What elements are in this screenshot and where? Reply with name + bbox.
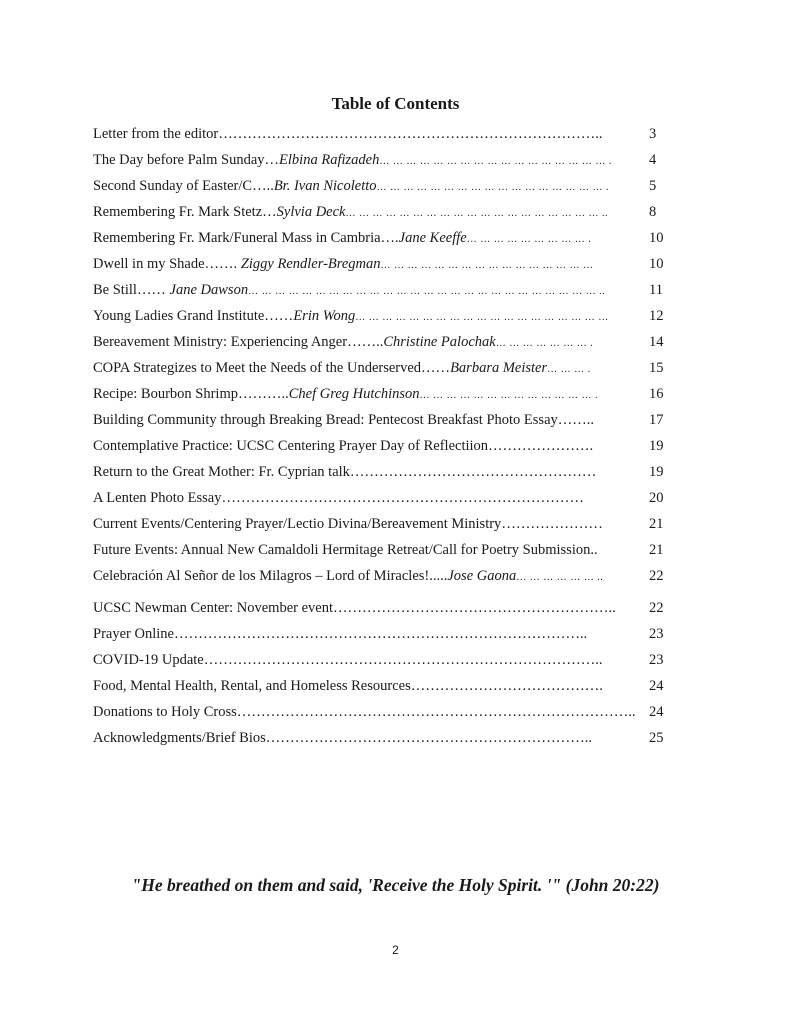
toc-entry-title: Second Sunday of Easter/C….. [93,178,274,194]
toc-entry-page: 8 [649,204,657,220]
toc-entry-page: 10 [649,230,664,246]
toc-entry-page: 22 [649,600,664,616]
toc-entry-title: Dwell in my Shade……. [93,256,241,272]
toc-entry [93,228,641,250]
toc-entry [93,150,641,172]
toc-row [93,202,683,228]
toc-entry-leader-dots: … … … … … … … … … … … … … … … … … . [379,156,612,167]
toc-row [93,566,683,598]
toc-entry-author: Barbara Meister [450,360,548,376]
toc-entry-author: Chef Greg Hutchinson [288,386,420,402]
toc-entry-page: 23 [649,652,664,668]
toc-entry-title: COVID-19 Update [93,652,204,668]
toc-entry-page: 20 [649,490,664,506]
toc-entry [93,676,641,696]
toc-entry-page: 21 [649,542,664,558]
toc-entry-leader-dots: … … … … … … … … … . [466,234,592,245]
toc-entry-title: Contemplative Practice: UCSC Centering Prayer Day of Reflectiion [93,438,489,454]
toc-entry-title: Remembering Fr. Mark/Funeral Mass in Cambria…. [93,230,399,246]
toc-entry [93,332,641,354]
toc-entry-page: 11 [649,282,663,298]
page-title: Table of Contents [331,94,460,113]
toc-entry-leader-dots: ………………………………………………………………… [221,490,584,506]
toc-row [93,176,683,202]
toc-entry-page: 17 [649,412,664,428]
toc-entry [93,124,641,144]
toc-entry [93,488,641,508]
toc-entry-title: Remembering Fr. Mark Stetz… [93,204,277,220]
toc-entry-author: Jose Gaona [447,568,517,584]
toc-entry-author: Sylvia Deck [276,204,346,220]
toc-entry-author: Jane Keeffe [398,230,467,246]
toc-row [93,624,683,650]
toc-entry-title: Acknowledgments/Brief Bios [93,730,266,746]
toc-entry-author: Jane Dawson [169,282,249,298]
toc-entry-title: Prayer Online [93,626,174,642]
toc-entry [93,202,641,224]
toc-row [93,436,683,462]
toc-entry [93,410,641,430]
toc-row [93,540,683,566]
toc-entry-page: 19 [649,438,664,454]
toc-entry-leader-dots: …………………………………………………………………….. [218,126,603,142]
toc-entry-leader-dots: … … … … … … … … … … … … … … … … … … … .. [345,208,608,219]
toc-entry-author: Ziggy Rendler-Bregman [240,256,381,272]
toc-entry-author: Elbina Rafizadeh [279,152,380,168]
toc-entry-page: 5 [649,178,657,194]
toc-row [93,702,683,728]
toc-entry-leader-dots: … … … … … … … … … … … … … … … … [380,260,594,271]
toc-entry-leader-dots: … … … … … … .. [516,572,604,583]
toc-entry-page: 24 [649,704,664,720]
toc-entry [93,566,641,588]
toc-row [93,728,683,754]
toc-entry [93,358,641,380]
toc-entry-leader-dots: ………………………………………………….. [333,600,616,616]
toc-entry-page: 21 [649,516,664,532]
toc-entry-title: Bereavement Ministry: Experiencing Anger…….. [93,334,384,350]
toc-entry-page: 12 [649,308,664,324]
toc-entry-leader-dots: ……………………………………………………………………….. [236,704,636,720]
toc-entry-title: The Day before Palm Sunday… [93,152,280,168]
toc-entry [93,436,641,456]
toc-entry-leader-dots: …………………. [488,438,594,454]
toc-entry-page: 14 [649,334,664,350]
toc-entry-page: 15 [649,360,664,376]
toc-entry-page: 3 [649,126,657,142]
toc-entry [93,624,641,644]
toc-entry-title: COPA Strategizes to Meet the Needs of the Underserved…… [93,360,451,376]
toc-entry-leader-dots: … … … … … … … … … … … … … … … … … . [376,182,610,193]
toc-entry-title: Return to the Great Mother: Fr. Cyprian talk [93,464,350,480]
toc-entry-leader-dots: ………………………………………………………….. [265,730,593,746]
toc-entry-leader-dots: ………………… [501,516,603,532]
toc-entry-title: Donations to Holy Cross [93,704,237,720]
toc-entry [93,702,641,722]
toc-entry-leader-dots: …………………………………. [410,678,603,694]
toc-entry [93,598,641,618]
toc-entry-title: A Lenten Photo Essay [93,490,222,506]
toc-row [93,514,683,540]
toc-entry-leader-dots: … … … … … … … … … … … … … … … … … … … … … … … … … … .. [248,286,606,297]
toc-entry-author: Christine Palochak [383,334,496,350]
toc-entry-title: Food, Mental Health, Rental, and Homeless Resources [93,678,411,694]
toc-entry-page: 4 [649,152,657,168]
toc-row [93,384,683,410]
toc-row [93,228,683,254]
toc-entry-page: 22 [649,568,664,584]
toc-entry [93,728,641,748]
toc-entry [93,384,641,406]
toc-row [93,650,683,676]
toc-entry [93,540,641,560]
toc-entry-leader-dots: ………………………………………………………………………….. [173,626,588,642]
page-number: 2 [392,943,399,957]
toc-entry-title: Be Still…… [93,282,170,298]
toc-row [93,332,683,358]
toc-entry-title: Celebración Al Señor de los Milagros – Lord of Miracles!..... [93,568,448,584]
toc-entry-leader-dots: … … … . [547,364,591,375]
toc-entry-title: Future Events: Annual New Camaldoli Hermitage Retreat/Call for Poetry Submission.. [93,542,598,558]
toc-entry-title: Recipe: Bourbon Shrimp……….. [93,386,289,402]
toc-entry-title: Letter from the editor [93,126,219,142]
toc-entry-page: 24 [649,678,664,694]
toc-entry-leader-dots: …………………………………………… [349,464,597,480]
toc-entry-leader-dots: … … … … … … … … … … … … … … … … … … … [355,312,609,323]
toc-entry [93,650,641,670]
toc-row [93,598,683,624]
toc-entry-title: Current Events/Centering Prayer/Lectio Divina/Bereavement Ministry [93,516,502,532]
toc-entry-author: Erin Wong [293,308,356,324]
toc-entry [93,462,641,482]
toc-row [93,462,683,488]
toc-entry-leader-dots: ……………………………………………………………………….. [203,652,603,668]
toc-entry [93,280,641,302]
toc-row [93,410,683,436]
toc-entry-leader-dots: … … … … … … … . [495,338,594,349]
toc-entry [93,254,641,276]
toc-row [93,254,683,280]
toc-entry-title: UCSC Newman Center: November event [93,600,334,616]
toc-row [93,676,683,702]
table-of-contents [93,124,683,754]
toc-entry [93,306,641,328]
toc-entry-page: 23 [649,626,664,642]
toc-entry-title: Building Community through Breaking Bread: Pentecost Breakfast Photo Essay…….. [93,412,595,428]
toc-entry [93,176,641,198]
toc-row [93,280,683,306]
toc-entry-page: 10 [649,256,664,272]
toc-row [93,358,683,384]
toc-row [93,124,683,150]
toc-entry-author: Br. Ivan Nicoletto [273,178,377,194]
toc-entry [93,514,641,534]
toc-entry-title: Young Ladies Grand Institute…… [93,308,294,324]
toc-row [93,150,683,176]
toc-row [93,488,683,514]
toc-entry-leader-dots: … … … … … … … … … … … … … . [419,390,599,401]
toc-entry-page: 19 [649,464,664,480]
scripture-quote: "He breathed on them and said, 'Receive the Holy Spirit. '" (John 20:22) [131,875,660,895]
toc-row [93,306,683,332]
toc-entry-page: 25 [649,730,664,746]
toc-entry-page: 16 [649,386,664,402]
